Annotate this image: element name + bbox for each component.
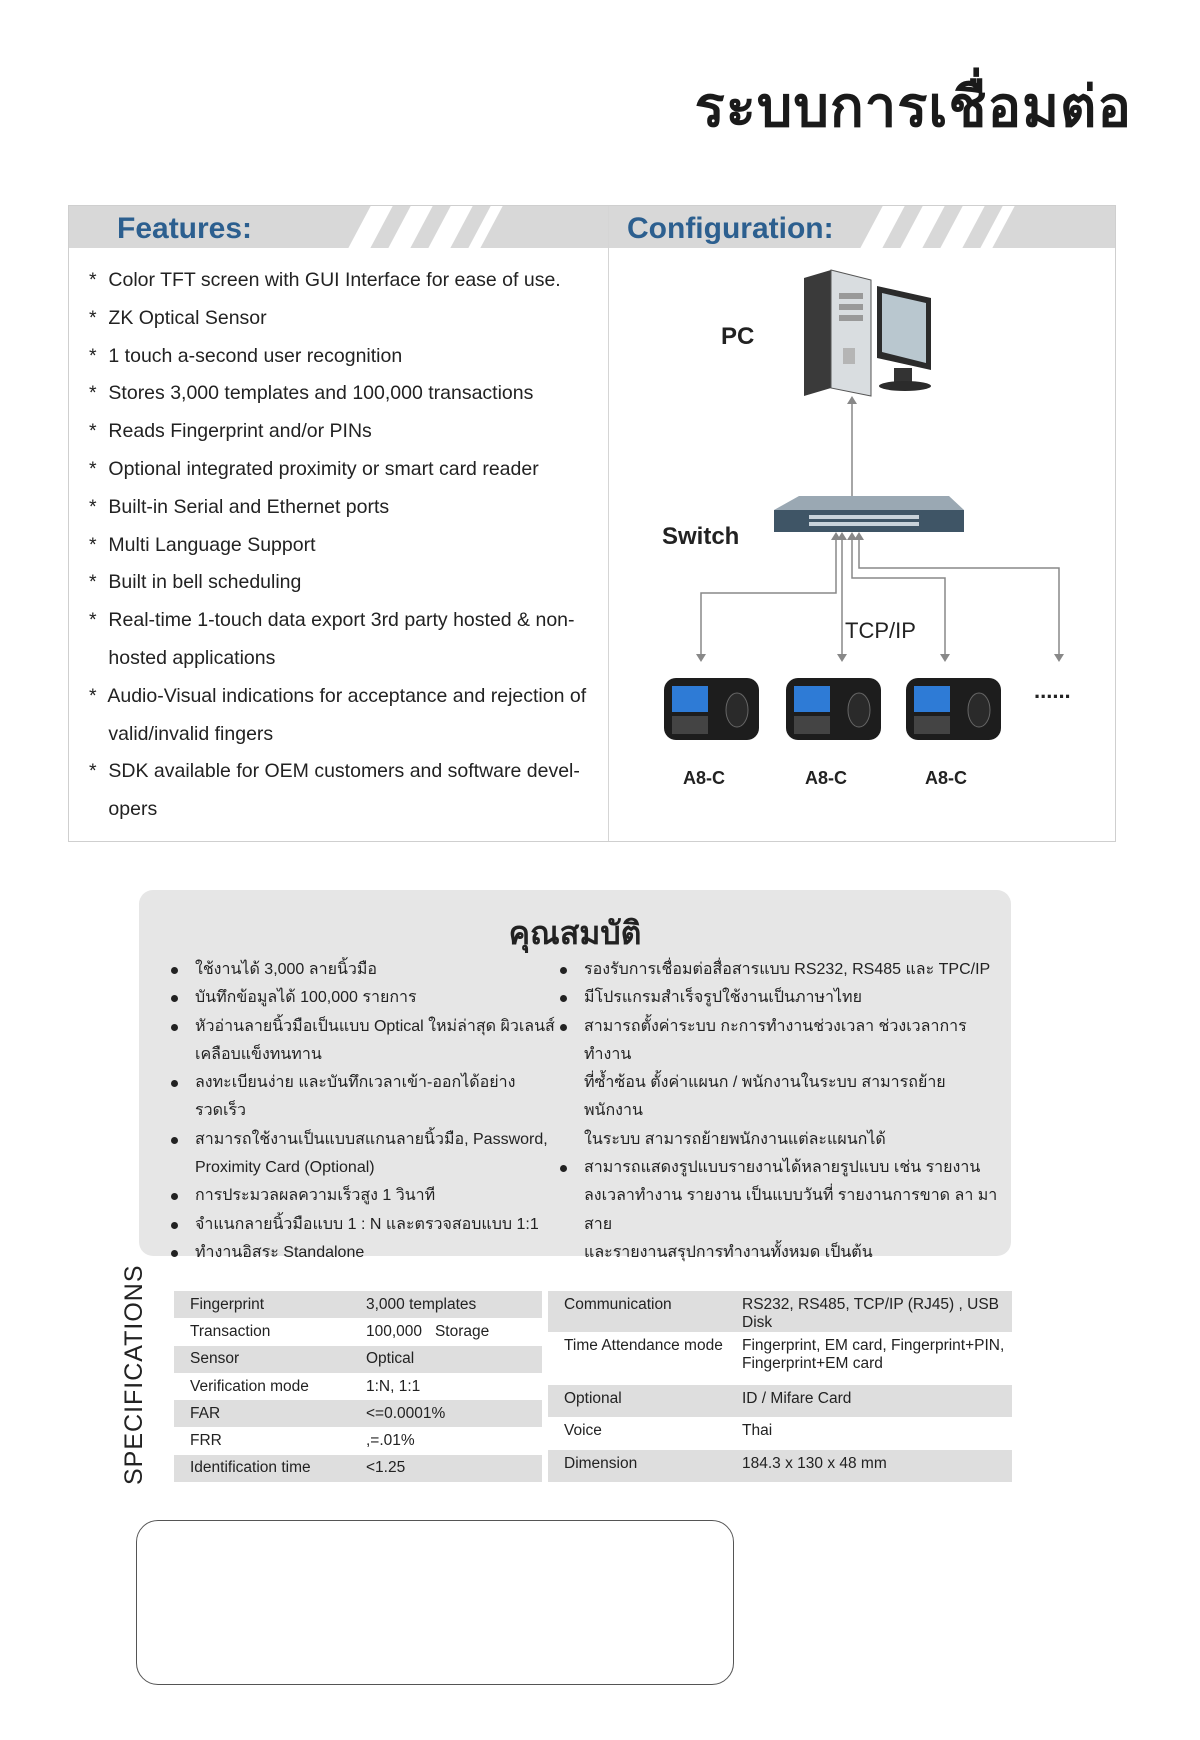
monitor-icon <box>877 286 931 391</box>
features-header <box>69 206 608 248</box>
specifications-title: SPECIFICATIONS <box>120 1264 148 1485</box>
spec-label: Fingerprint <box>174 1291 350 1318</box>
header-stripe <box>937 206 987 248</box>
spec-value: <=0.0001% <box>350 1400 542 1427</box>
spec-value: 3,000 templates <box>350 1291 542 1318</box>
properties-title: คุณสมบัติ <box>508 915 642 951</box>
spec-label: Identification time <box>174 1455 350 1482</box>
property-item: การประมวลผลความเร็วสูง 1 วินาที <box>165 1182 565 1210</box>
feature-item: * Optional integrated proximity or smart card reader <box>89 457 539 480</box>
feature-item-continued: valid/invalid fingers <box>108 722 274 745</box>
property-item-continued: ลงเวลาทำงาน รายงาน เป็นแบบวันที่ รายงานการขาด ลา มาสาย <box>584 1187 998 1233</box>
property-item-continued: และรายงานสรุปการทำงานทั้งหมด เป็นต้น <box>584 1243 873 1261</box>
spec-value: 100,000 Storage <box>366 1322 490 1340</box>
features-header-title: Features: <box>117 212 253 245</box>
device-label: A8-C <box>925 768 968 788</box>
property-item: สามารถตั้งค่าระบบ กะการทำงานช่วงเวลา ช่วงเวลาการทำงาน <box>554 1013 1004 1070</box>
feature-item: * Reads Fingerprint and/or PINs <box>89 420 372 443</box>
device-label: A8-C <box>683 768 726 788</box>
more-devices-indicator: ...... <box>1034 678 1071 703</box>
header-stripe <box>897 206 947 248</box>
feature-item: * Built-in Serial and Ethernet ports <box>89 495 390 518</box>
device-label: A8-C <box>805 768 848 788</box>
spec-label: Sensor <box>174 1346 350 1373</box>
spec-label: Time Attendance mode <box>564 1337 723 1354</box>
tcpip-label: TCP/IP <box>845 618 916 643</box>
header-stripe <box>345 206 395 248</box>
properties-panel <box>139 890 1011 1261</box>
spec-value: 184.3 x 130 x 48 mm <box>726 1450 1012 1482</box>
feature-item: * Stores 3,000 templates and 100,000 transactions <box>89 382 534 405</box>
spec-label: Verification mode <box>190 1377 309 1395</box>
features-configuration-panel <box>68 205 1116 842</box>
properties-right-list <box>554 956 1004 1267</box>
spec-row <box>548 1385 1012 1417</box>
spec-label: Dimension <box>548 1450 726 1482</box>
spec-value: RS232, RS485, TCP/IP (RJ45) , USB Disk <box>726 1291 1012 1332</box>
configuration-header <box>609 206 1115 248</box>
property-item: สามารถใช้งานเป็นแบบสแกนลายนิ้วมือ, Password, <box>165 1126 565 1154</box>
spec-value: ,=.01% <box>366 1432 415 1450</box>
properties-left-list <box>165 956 565 1267</box>
feature-item: * Audio-Visual indications for acceptance and rejection of <box>89 684 587 707</box>
switch-label: Switch <box>662 523 740 550</box>
spec-row <box>174 1291 542 1318</box>
spec-row <box>548 1332 1012 1385</box>
header-stripe <box>977 206 1017 248</box>
property-item: บันทึกข้อมูลได้ 100,000 รายการ <box>165 984 565 1012</box>
configuration-diagram <box>609 248 1115 841</box>
network-switch-icon <box>774 496 964 532</box>
header-stripe <box>465 206 505 248</box>
specifications-right-table <box>548 1291 1012 1482</box>
header-stripe <box>425 206 475 248</box>
feature-item: * Multi Language Support <box>89 533 316 556</box>
spec-row <box>174 1346 542 1373</box>
spec-row <box>174 1400 542 1427</box>
spec-row <box>548 1417 1012 1449</box>
feature-item-continued: opers <box>108 798 158 821</box>
spec-label: Optional <box>548 1385 726 1417</box>
feature-item: * Built in bell scheduling <box>89 571 302 594</box>
property-item: ทำงานอิสระ Standalone <box>165 1239 565 1267</box>
property-item: จำแนกลายนิ้วมือแบบ 1 : N และตรวจสอบแบบ 1:1 <box>165 1211 565 1239</box>
spec-row <box>174 1318 542 1345</box>
features-list <box>89 262 599 829</box>
spec-label: Communication <box>548 1291 726 1332</box>
property-item: สามารถแสดงรูปแบบรายงานได้หลายรูปแบบ เช่น รายงาน <box>554 1154 1004 1182</box>
feature-item: * 1 touch a-second user recognition <box>89 344 403 367</box>
property-item-continued: ที่ซ้ำซ้อน ตั้งค่าแผนก / พนักงานในระบบ สามารถย้ายพนักงาน <box>584 1074 946 1120</box>
property-item-continued: Proximity Card (Optional) <box>195 1159 375 1177</box>
empty-note-box <box>136 1520 734 1685</box>
a8c-device-icon <box>664 678 759 740</box>
spec-value: ID / Mifare Card <box>726 1385 1012 1417</box>
spec-value: Fingerprint, EM card, Fingerprint+PIN, Fingerprint+EM card <box>742 1337 1005 1372</box>
property-item-continued: เคลือบแข็งทนทาน <box>195 1045 322 1063</box>
pc-label: PC <box>721 323 755 350</box>
property-item: รองรับการเชื่อมต่อสื่อสารแบบ RS232, RS485 และ TPC/IP <box>554 956 1004 984</box>
property-item: ใช้งานได้ 3,000 ลายนิ้วมือ <box>165 956 565 984</box>
a8c-device-icon <box>906 678 1001 740</box>
spec-value: 1:N, 1:1 <box>366 1377 421 1395</box>
feature-item: * ZK Optical Sensor <box>89 306 267 329</box>
property-item: ลงทะเบียนง่าย และบันทึกเวลาเข้า-ออกได้อย่างรวดเร็ว <box>165 1069 565 1126</box>
spec-value: Thai <box>742 1422 773 1440</box>
spec-row <box>174 1427 542 1454</box>
a8c-device-icon <box>786 678 881 740</box>
spec-row <box>548 1291 1012 1332</box>
spec-label: FAR <box>174 1400 350 1427</box>
spec-label: Transaction <box>190 1322 271 1340</box>
property-item-continued: ในระบบ สามารถย้ายพนักงานแต่ละแผนกได้ <box>584 1130 886 1148</box>
specifications-left-table <box>174 1291 542 1482</box>
feature-item: * SDK available for OEM customers and software devel- <box>89 760 580 783</box>
header-stripe <box>385 206 435 248</box>
spec-value: <1.25 <box>350 1455 542 1482</box>
spec-value: Optical <box>350 1346 542 1373</box>
header-stripe <box>857 206 907 248</box>
page-title: ระบบการเชื่อมต่อ <box>694 75 1132 138</box>
feature-item: * Color TFT screen with GUI Interface for ease of use. <box>89 269 561 291</box>
spec-row <box>174 1373 542 1400</box>
property-item: หัวอ่านลายนิ้วมือเป็นแบบ Optical ใหม่ล่าสุด ผิวเลนส์ <box>165 1013 565 1041</box>
property-item: มีโปรแกรมสำเร็จรูปใช้งานเป็นภาษาไทย <box>554 984 1004 1012</box>
feature-item-continued: hosted applications <box>108 646 276 669</box>
spec-row <box>548 1450 1012 1482</box>
pc-tower-icon <box>804 270 871 396</box>
feature-item: * Real-time 1-touch data export 3rd party hosted & non- <box>89 609 575 632</box>
spec-label: Voice <box>564 1422 602 1440</box>
spec-row <box>174 1455 542 1482</box>
configuration-header-title: Configuration: <box>627 212 834 245</box>
spec-label: FRR <box>190 1432 222 1450</box>
